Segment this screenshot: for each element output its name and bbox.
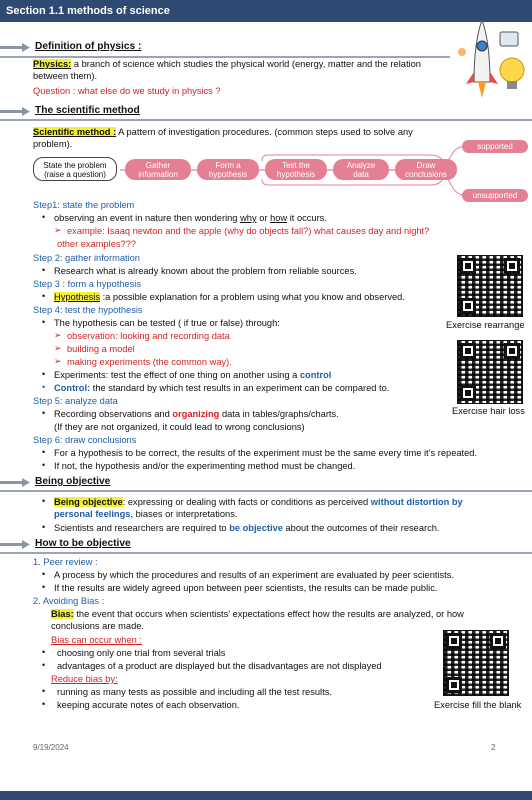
step1-bullet: observing an event in nature then wondering why or how it occurs. bbox=[54, 213, 327, 223]
qr-caption-rearrange: Exercise rearrange bbox=[446, 320, 525, 330]
bullet: • bbox=[42, 382, 46, 392]
rocket-illustration bbox=[452, 12, 532, 102]
being-objective-definition: Being objective: expressing or dealing with facts or conditions as perceived without distortion by personal feelings, biases or interpretations. bbox=[54, 497, 463, 519]
section-title: Section 1.1 methods of science bbox=[6, 5, 170, 17]
step4-control: Control: the standard by which test results in an experiment can be compared to. bbox=[54, 383, 390, 393]
step1-title: Step1: state the problem bbox=[33, 200, 135, 210]
flow-step-state-problem: State the problem (raise a question) bbox=[33, 157, 117, 181]
bullet: • bbox=[42, 582, 46, 592]
scientific-method-heading: The scientific method bbox=[35, 105, 140, 116]
bias-occur-bullet-1: choosing only one trial from several trials bbox=[57, 648, 226, 658]
qr-code-rearrange[interactable] bbox=[457, 255, 523, 317]
how-to-heading: How to be objective bbox=[35, 538, 131, 549]
bullet: • bbox=[42, 496, 46, 506]
section-arrow-icon bbox=[0, 107, 30, 116]
avoiding-bias-title: 2. Avoiding Bias : bbox=[33, 596, 105, 606]
qr-caption-hair-loss: Exercise hair loss bbox=[452, 406, 525, 416]
step4-bullet: The hypothesis can be tested ( if true or false) through: bbox=[54, 318, 280, 328]
peer-review-bullet-1: A process by which the procedures and results of an experiment are evaluated by peer scientists. bbox=[54, 570, 454, 580]
step5-note: (If they are not organized, it could lead to wrong conclusions) bbox=[54, 422, 305, 432]
step4-experiments: Experiments: test the effect of one thing on another using a control bbox=[54, 370, 332, 380]
bias-occur-title: Bias can occur when : bbox=[51, 635, 142, 645]
scientific-method-definition: Scientific method : A pattern of investigation procedures. (common steps used to solve any problem). bbox=[33, 127, 413, 149]
arrow-bullet-icon: ➢ bbox=[54, 343, 62, 353]
step4-sub-observation: observation: looking and recording data bbox=[67, 331, 230, 341]
arrow-bullet-icon: ➢ bbox=[54, 356, 62, 366]
flow-step-draw-conclusions: Draw conclusions bbox=[395, 159, 457, 180]
reduce-bias-bullet-1: running as many tests as possible and including all the test results. bbox=[57, 687, 332, 697]
section-arrow-icon bbox=[0, 43, 30, 52]
step1-other-examples: other examples??? bbox=[57, 239, 137, 249]
section-divider bbox=[0, 490, 532, 492]
qr-code-hair-loss[interactable] bbox=[457, 340, 523, 404]
bullet: • bbox=[42, 265, 46, 275]
step3-title: Step 3 : form a hypothesis bbox=[33, 279, 142, 289]
flow-step-gather-information: Gather information bbox=[125, 159, 191, 180]
being-objective-heading: Being objective bbox=[35, 476, 111, 487]
step2-bullet: Research what is already known about the problem from reliable sources. bbox=[54, 266, 357, 276]
outcome-supported: supported bbox=[462, 140, 528, 153]
bullet: • bbox=[42, 460, 46, 470]
bullet: • bbox=[42, 699, 46, 709]
peer-review-bullet-2: If the results are widely agreed upon between peer scientists, the results can be made public. bbox=[54, 583, 438, 593]
physics-question: Question : what else do we study in physics ? bbox=[33, 86, 221, 96]
reduce-bias-title: Reduce bias by: bbox=[51, 674, 118, 684]
step5-title: Step 5: analyze data bbox=[33, 396, 118, 406]
step1-example: example: Isaaq newton and the apple (why do objects fall?) what causes day and night? bbox=[67, 226, 430, 236]
arrow-bullet-icon: ➢ bbox=[54, 225, 62, 235]
peer-review-title: 1. Peer review : bbox=[33, 557, 98, 567]
outcome-unsupported: unsupported bbox=[462, 189, 528, 202]
step2-title: Step 2: gather information bbox=[33, 253, 140, 263]
flow-step-analyze-data: Analyze data bbox=[333, 159, 389, 180]
footer-date: 9/19/2024 bbox=[33, 743, 69, 752]
step6-title: Step 6: draw conclusions bbox=[33, 435, 137, 445]
footer-bar bbox=[0, 791, 532, 800]
step4-sub-model: building a model bbox=[67, 344, 135, 354]
arrow-bullet-icon: ➢ bbox=[54, 330, 62, 340]
section-divider bbox=[0, 552, 532, 554]
definition-heading: Definition of physics : bbox=[35, 41, 142, 52]
section-divider bbox=[0, 119, 532, 121]
bullet: • bbox=[42, 369, 46, 379]
step5-bullet: Recording observations and organizing data in tables/graphs/charts. bbox=[54, 409, 339, 419]
bullet: • bbox=[42, 291, 46, 301]
bias-occur-bullet-2: advantages of a product are displayed but the disadvantages are not displayed bbox=[57, 661, 382, 671]
step6-bullet-1: For a hypothesis to be correct, the results of the experiment must be the same every time it’s repeated. bbox=[54, 448, 478, 458]
bullet: • bbox=[42, 522, 46, 532]
qr-caption-fill-blank: Exercise fill the blank bbox=[434, 700, 522, 710]
step6-bullet-2: If not, the hypothesis and/or the experimenting method must be changed. bbox=[54, 461, 356, 471]
bullet: • bbox=[42, 317, 46, 327]
bullet: • bbox=[42, 647, 46, 657]
bullet: • bbox=[42, 686, 46, 696]
step4-title: Step 4: test the hypothesis bbox=[33, 305, 143, 315]
footer-page-number: 2 bbox=[491, 743, 496, 752]
reduce-bias-bullet-2: keeping accurate notes of each observation. bbox=[57, 700, 240, 710]
step4-sub-experiments: making experiments (the common way). bbox=[67, 357, 232, 367]
section-arrow-icon bbox=[0, 478, 30, 487]
bullet: • bbox=[42, 408, 46, 418]
qr-code-fill-blank[interactable] bbox=[443, 630, 509, 696]
flow-step-form-hypothesis: Form a hypothesis bbox=[197, 159, 259, 180]
physics-definition: Physics: a branch of science which studies the physical world (energy, matter and the relation between them). bbox=[33, 59, 421, 81]
bullet: • bbox=[42, 660, 46, 670]
bullet: • bbox=[42, 569, 46, 579]
bullet: • bbox=[42, 447, 46, 457]
bias-definition: Bias: the event that occurs when scientists’ expectations effect how the results are analyzed, or how conclusions are made. bbox=[51, 609, 464, 631]
flow-step-test-hypothesis: Test the hypothesis bbox=[265, 159, 327, 180]
section-arrow-icon bbox=[0, 540, 30, 549]
step3-bullet: Hypothesis :a possible explanation for a problem using what you know and observed. bbox=[54, 292, 405, 302]
bullet: • bbox=[42, 212, 46, 222]
being-objective-researchers: Scientists and researchers are required to be objective about the outcomes of their research. bbox=[54, 523, 440, 533]
